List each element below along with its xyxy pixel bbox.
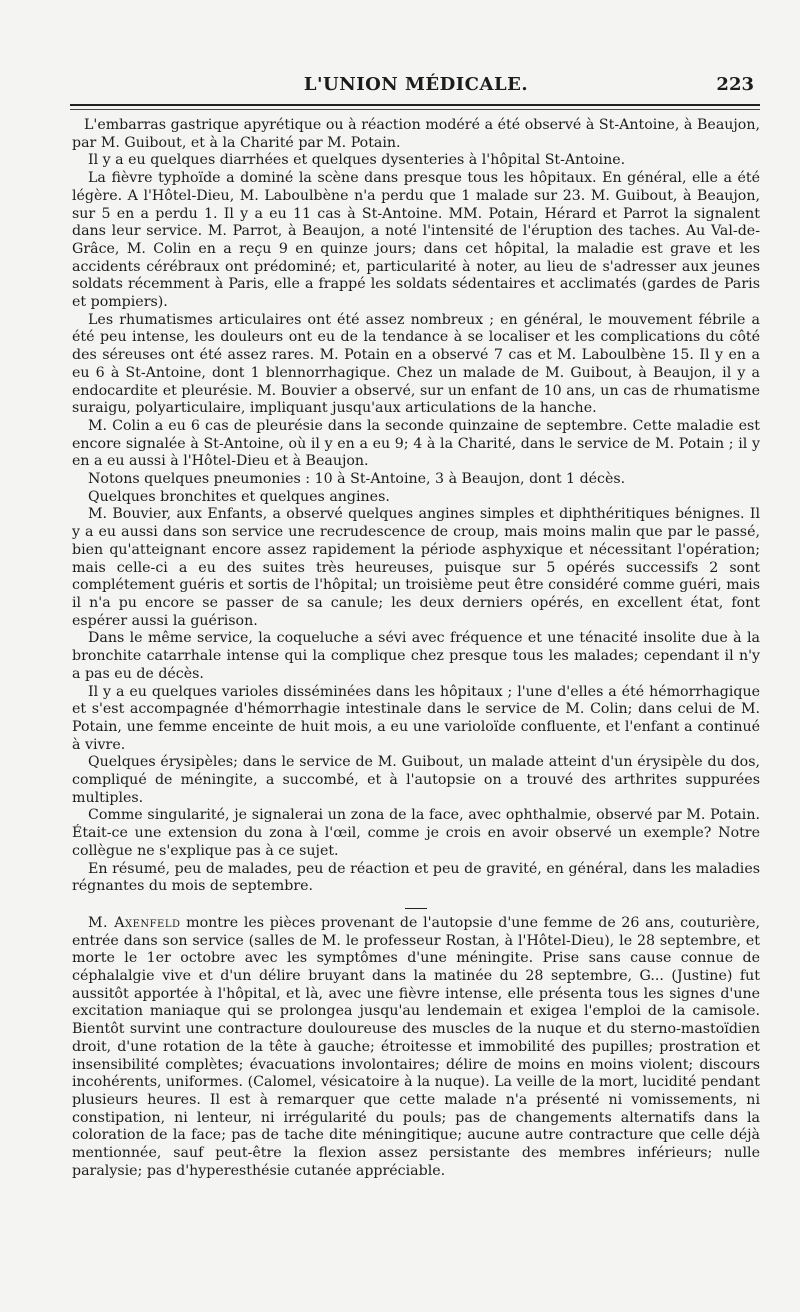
paragraph: M. Colin a eu 6 cas de pleurésie dans la seconde quinzaine de septembre. Cette maladie est encore signalée à St-Antoine, où il y en a eu 9; 4 à la Charité, dans le service de M. Potain ; il y en a eu aussi à l'Hôtel-Dieu et à Beaujon.	[72, 417, 760, 470]
header-rule	[70, 104, 760, 106]
paragraph: M. Bouvier, aux Enfants, a observé quelques angines simples et diphthéritiques bénignes. Il y a eu aussi dans son service une recrudescence de croup, mais moins malin que par le passé, bien qu'atteignant encore assez rapidement la période asphyxique et nécessitant l'opération; mais celle-ci a eu des suites très heureuses, puisque sur 5 opérés successifs 2 sont complétement guéris et sortis de l'hôpital; un troisième peut être considéré comme guéri, mais il n'a pu encore se passer de sa canule; les deux derniers opérés, en excellent état, font espérer aussi la guérison.	[72, 506, 760, 629]
paragraph: Les rhumatismes articulaires ont été assez nombreux ; en général, le mouvement fébrile a été peu intense, les douleurs ont eu de la tendance à se localiser et les complications du côté des séreuses ont été assez rares. M. Potain en a observé 7 cas et M. Laboulbène 15. Il y en a eu 6 à St-Antoine, dont 1 blennorrhagique. Chez un malade de M. Guibout, à Beaujon, il y a endocardite et pleurésie. M. Bouvier a observé, sur un enfant de 10 ans, un cas de rhumatisme suraigu, polyarticulaire, impliquant jusqu'aux articulations de la hanche.	[72, 311, 760, 417]
paragraph: Quelques érysipèles; dans le service de M. Guibout, un malade atteint d'un érysipèle du dos, compliqué de méningite, a succombé, et à l'autopsie on a trouvé des arthrites suppurées multiples.	[72, 754, 760, 806]
page-number: 223	[716, 74, 754, 95]
paragraph: Comme singularité, je signalerai un zona de la face, avec ophthalmie, observé par M. Potain. Était-ce une extension du zona à l'œil, comme je crois en avoir observé un exemple? Notre collègue ne s'explique pas à ce sujet.	[72, 807, 760, 859]
running-header	[78, 74, 754, 102]
paragraph: En résumé, peu de malades, peu de réaction et peu de gravité, en général, dans les maladies régnantes du mois de septembre.	[72, 860, 760, 895]
paragraph: La fièvre typhoïde a dominé la scène dans presque tous les hôpitaux. En général, elle a été légère. A l'Hôtel-Dieu, M. Laboulbène n'a perdu que 1 malade sur 23. M. Guibout, à Beaujon, sur 5 en a perdu 1. Il y a eu 11 cas à St-Antoine. MM. Potain, Hérard et Parrot la signalent dans leur service. M. Parrot, à Beaujon, a noté l'intensité de l'éruption des taches. Au Val-de-Grâce, M. Colin en a reçu 9 en quinze jours; dans cet hôpital, la maladie est grave et les accidents cérébraux ont prédominé; et, particularité à noter, au lieu de s'adresser aux jeunes soldats récemment à Paris, elle a frappé les soldats sédentaires et acclimatés (gardes de Paris et pompiers).	[72, 170, 760, 311]
paragraph: L'embarras gastrique apyrétique ou à réaction modéré a été observé à St-Antoine, à Beaujon, par M. Guibout, et à la Charité par M. Potain.	[72, 117, 760, 151]
paragraph: Il y a eu quelques varioles disséminées dans les hôpitaux ; l'une d'elles a été hémorrhagique et s'est accompagnée d'hémorrhagie intestinale dans le service de M. Colin; dans celui de M. Potain, une femme enceinte de huit mois, a eu une varioloïde confluente, et l'enfant a continué à vivre.	[72, 683, 760, 753]
header-rule-thin	[70, 109, 760, 110]
article-body	[72, 117, 760, 1180]
journal-title: L'UNION MÉDICALE.	[303, 74, 529, 95]
paragraph: Il y a eu quelques diarrhées et quelques dysenteries à l'hôpital St-Antoine.	[88, 152, 626, 169]
paragraph: Quelques bronchites et quelques angines.	[88, 488, 390, 505]
speaker-name: M. Axenfeld	[88, 914, 181, 931]
axenfeld-text: montre les pièces provenant de l'autopsie d'une femme de 26 ans, couturière, entrée dans son service (salles de M. le professeur Rostan, à l'Hôtel-Dieu), le 28 septembre, et morte le 1er octobre avec les symptômes d'une méningite. Prise sans cause connue de céphalalgie vive et d'un délire bruyant dans la matinée du 28 septembre, G... (Justine) fut aussitôt apportée à l'hôpital, et là, avec une fièvre intense, elle présenta tous les signes d'une excitation maniaque qui se prolongea jusqu'au lendemain et exigea l'emploi de la camisole. Bientôt survint une contracture douloureuse des muscles de la nuque et du sterno-mastoïdien droit, d'une rotation de la tête à gauche; étroitesse et immobilité des pupilles; prostration et insensibilité complètes; évacuations involontaires; délire de moins en moins violent; discours incohérents, uniformes. (Calomel, vésicatoire à la nuque). La veille de la mort, lucidité pendant plusieurs heures. Il est à remarquer que cette malade n'a présenté ni vomissements, ni constipation, ni lenteur, ni irrégularité du pouls; pas de changements alternatifs dans la coloration de la face; pas de tache dite méningitique; aucune autre contracture que celle déjà mentionnée, sauf peut-être la flexion assez persistante des membres inférieurs; nulle paralysie; pas d'hyperesthésie cutanée appréciable.	[72, 914, 761, 1179]
axenfeld-paragraph	[72, 915, 760, 1181]
paragraph: Notons quelques pneumonies : 10 à St-Antoine, 3 à Beaujon, dont 1 décès.	[88, 471, 626, 488]
section-separator	[405, 908, 427, 909]
paragraph: Dans le même service, la coqueluche a sévi avec fréquence et une ténacité insolite due à la bronchite catarrhale intense qui la complique chez presque tous les malades; cependant il n'y a pas eu de décès.	[72, 630, 760, 682]
